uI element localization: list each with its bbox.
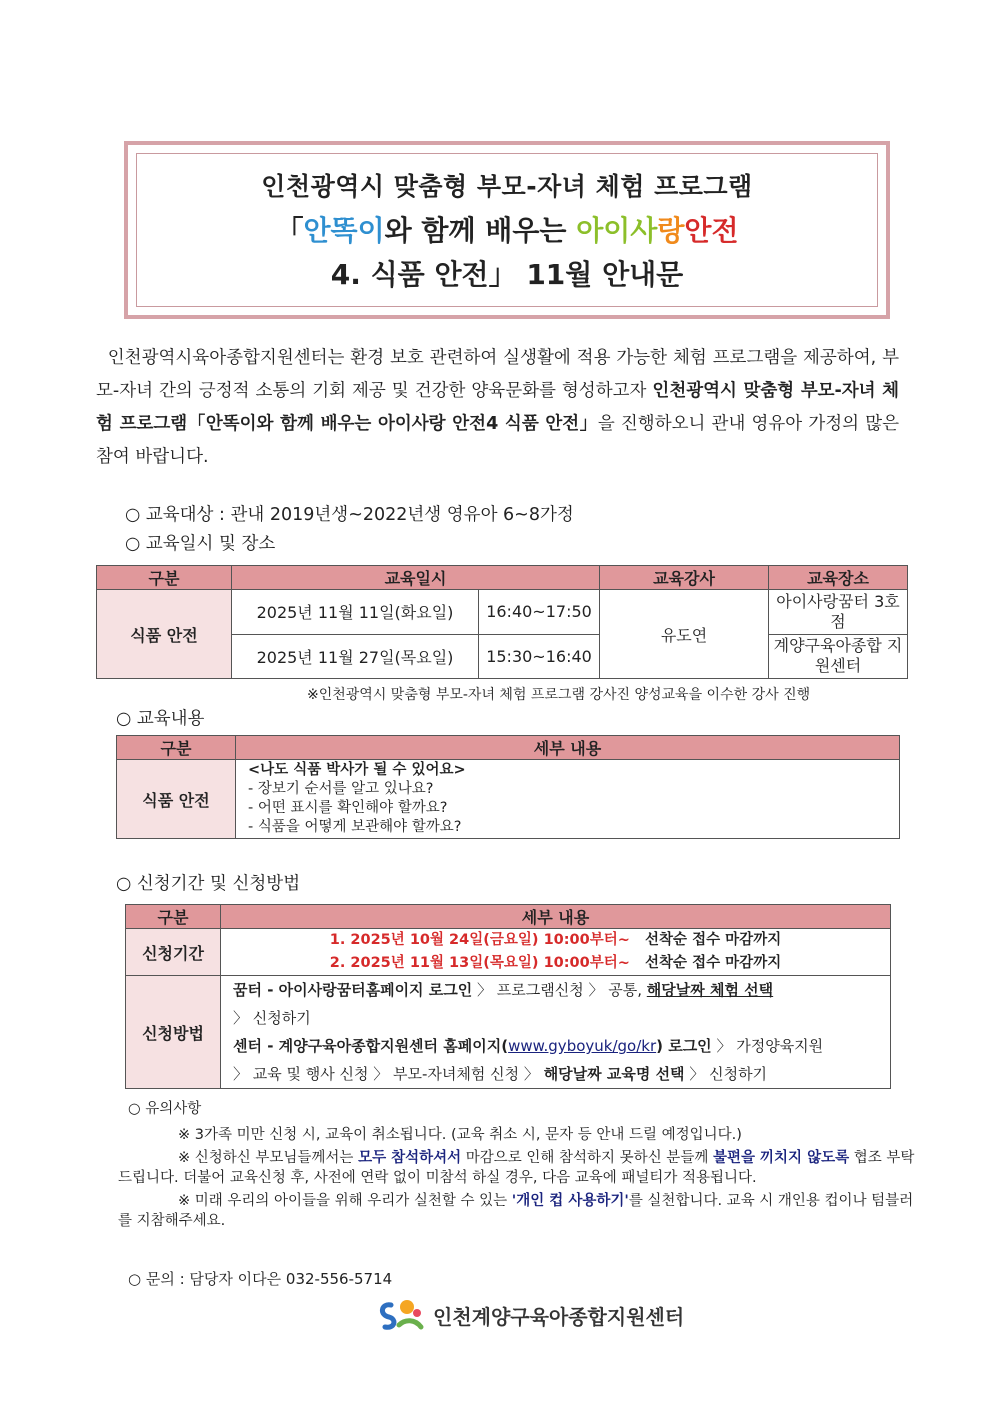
apply-table (125, 904, 891, 1089)
apply-method-line-3 (233, 1032, 890, 1060)
method-center-login: ) 로그인 (656, 1037, 712, 1055)
content-detail (236, 760, 900, 839)
title-box (124, 141, 890, 319)
apply-method (221, 976, 891, 1089)
header-category: 구분 (97, 566, 232, 590)
apply-period (221, 929, 891, 976)
title-line-2 (275, 209, 738, 249)
apply-method-label: 신청방법 (126, 976, 221, 1089)
content-header-category: 구분 (117, 736, 236, 760)
content-item: - 식품을 어떻게 보관해야 할까요? (248, 819, 462, 835)
header-instructor: 교육강사 (600, 566, 769, 590)
method-center-finish: 〉 신청하기 (684, 1065, 768, 1083)
caution-note-3 (118, 1191, 918, 1231)
note-2-inconvenience: 불편을 끼치지 않도록 (712, 1150, 850, 1166)
apply-header-detail: 세부 내용 (221, 905, 891, 929)
content-item: - 장보기 순서를 알고 있나요? (248, 781, 434, 797)
bullet-schedule: ○ 교육일시 및 장소 (125, 534, 276, 554)
note-2-text-c: 마감으로 인해 참석하지 못하신 분들께 (461, 1150, 713, 1166)
header-datetime: 교육일시 (232, 566, 600, 590)
apply-period-2-date: 2. 2025년 11월 13일(목요일) 10:00부터~ (329, 955, 630, 971)
apply-period-2-note: 선착순 접수 마감까지 (645, 955, 782, 971)
bullet-caution: ○ 유의사항 (128, 1101, 202, 1117)
method-center-steps-2: 〉 교육 및 행사 신청 〉 부모-자녀체험 신청 〉 (233, 1065, 544, 1083)
schedule-date-2: 2025년 11월 27일(목요일) (232, 634, 479, 679)
apply-period-1-date: 1. 2025년 10월 24일(금요일) 10:00부터~ (329, 932, 630, 948)
content-heading: <나도 식품 박사가 될 수 있어요> (248, 762, 466, 778)
intro-text-1: 인천광역시육아종합지원센터는 환경 보호 관련하여 실생활에 적용 가능한 체험 프로그램을 제공하여, 부모-자녀 간의 긍정적 소통의 기회 제공 및 건강한 양육문화를 형성하고자 (96, 348, 899, 401)
title-with: 와 함께 배우는 (384, 214, 577, 247)
caution-note-1: ※ 3가족 미만 신청 시, 교육이 취소됩니다. (교육 취소 시, 문자 등 안내 드릴 예정입니다.) (178, 1127, 742, 1143)
apply-period-2 (221, 952, 890, 975)
apply-method-line-4 (233, 1060, 890, 1088)
title-aisa: 아이사 (576, 214, 658, 247)
schedule-time-1: 16:40~17:50 (479, 590, 600, 635)
note-3-text-c: 를 실천합니다. 교육 시 개인용 컵이나 텀블러를 지참해주세요. (118, 1193, 914, 1229)
title-andoki: 안똑이 (303, 214, 385, 247)
note-2-text-a: ※ 신청하신 부모님들께서는 (178, 1150, 359, 1166)
title-inner (136, 153, 878, 307)
content-header-detail: 세부 내용 (236, 736, 900, 760)
bullet-apply: ○ 신청기간 및 신청방법 (116, 874, 301, 894)
title-bracket: 「 (275, 214, 304, 247)
title-safety: 안전 (684, 214, 739, 247)
schedule-place-2: 계양구육아종합 지원센터 (769, 634, 908, 679)
schedule-instructor: 유도연 (600, 590, 769, 679)
header-place: 교육장소 (769, 566, 908, 590)
apply-period-1-note: 선착순 접수 마감까지 (645, 932, 782, 948)
title-line-1: 인천광역시 맞춤형 부모-자녀 체험 프로그램 (261, 172, 753, 201)
schedule-date-1: 2025년 11월 11일(화요일) (232, 590, 479, 635)
content-item: - 어떤 표시를 확인해야 할까요? (248, 800, 448, 816)
schedule-table (96, 565, 908, 679)
method-kumter-select: 해당날짜 체험 선택 (646, 981, 774, 999)
intro-program-name: 인천광역시 맞춤형 부모-자녀 체험 프로그램「안똑이와 함께 배우는 아이사랑 안전4 식품 안전」 (96, 381, 899, 434)
content-category: 식품 안전 (117, 760, 236, 839)
intro-paragraph (96, 342, 899, 474)
note-2-attend: 모두 참석하셔서 (358, 1150, 462, 1166)
schedule-place-1: 아이사랑꿈터 3호점 (769, 590, 908, 635)
method-kumter: 꿈터 - 아이사랑꿈터홈페이지 로그인 (233, 981, 473, 999)
intro-text-2: 을 진행하오니 관내 영유아 가정의 많은 참여 바랍니다. (96, 414, 899, 467)
apply-method-line-2: 〉 신청하기 (233, 1009, 311, 1027)
schedule-time-2: 15:30~16:40 (479, 634, 600, 679)
method-center-select: 해당날짜 교육명 선택 (543, 1065, 685, 1083)
title-line-3: 4. 식품 안전」 11월 안내문 (330, 258, 684, 291)
center-logo (377, 1297, 684, 1333)
center-logo-text: 인천계양구육아종합지원센터 (433, 1304, 685, 1329)
method-center: 센터 - 계양구육아종합지원센터 홈페이지( (233, 1037, 509, 1055)
center-homepage-link[interactable]: www.gyboyuk/go/kr (508, 1037, 657, 1055)
schedule-category: 식품 안전 (97, 590, 232, 679)
note-3-cup: '개인 컵 사용하기' (511, 1193, 629, 1209)
note-2-text-e: 협조 부탁드립니다. 더불어 교육신청 후, 사전에 연락 없이 미참석 하실 경우, 다음 교육에 패널티가 적용됩니다. (118, 1150, 915, 1186)
content-table (116, 735, 900, 839)
method-center-steps: 〉 가정양육지원 (711, 1037, 824, 1055)
title-rang: 랑 (657, 214, 685, 247)
caution-notes (118, 1125, 918, 1231)
method-kumter-steps: 〉 프로그램신청 〉 공통, (472, 981, 647, 999)
apply-method-line-1 (233, 976, 890, 1004)
apply-period-1 (221, 929, 890, 952)
center-logo-icon (377, 1297, 425, 1333)
apply-header-category: 구분 (126, 905, 221, 929)
note-3-text-a: ※ 미래 우리의 아이들을 위해 우리가 실천할 수 있는 (178, 1193, 512, 1209)
bullet-contact: ○ 문의 : 담당자 이다은 032-556-5714 (128, 1270, 393, 1288)
bullet-content: ○ 교육내용 (116, 709, 205, 729)
caution-note-2 (118, 1148, 918, 1188)
apply-period-label: 신청기간 (126, 929, 221, 976)
bullet-target: ○ 교육대상 : 관내 2019년생~2022년생 영유아 6~8가정 (125, 505, 574, 525)
schedule-note: ※인천광역시 맞춤형 부모-자녀 체험 프로그램 강사진 양성교육을 이수한 강사 진행 (307, 687, 811, 703)
